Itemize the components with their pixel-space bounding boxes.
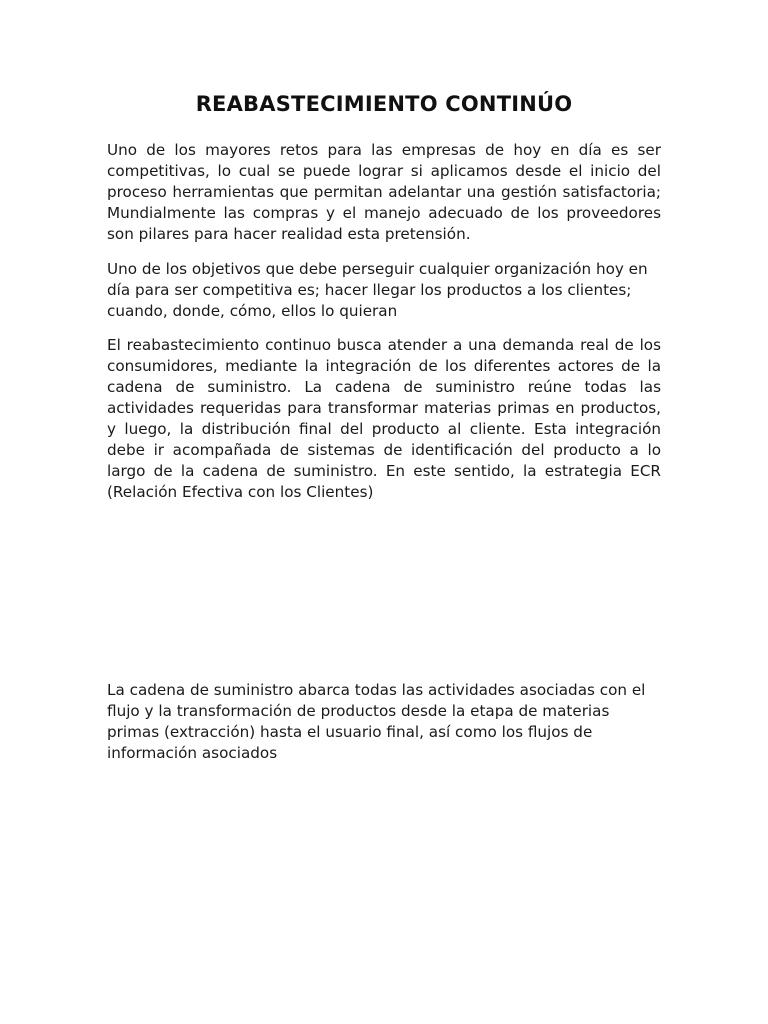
document-page [107,90,661,764]
paragraph-objectives: Uno de los objetivos que debe perseguir cualquier organización hoy en día para ser competitiva es; hacer llegar los productos a los clientes; cuando, donde, cómo, ellos lo quieran [107,260,648,320]
blank-space [107,503,661,680]
paragraph-continuous-replenishment: El reabastecimiento continuo busca atender a una demanda real de los consumidores, mediante la integración de los diferentes actores de la cadena de suministro. La cadena de suministro reúne todas las actividades requeridas para transformar materias primas en productos, y luego, la distribución final del producto al cliente. Esta integración debe ir acompañada de sistemas de identificación del producto a lo largo de la cadena de suministro. En este sentido, la estrategia ECR (Relación Efectiva con los Clientes) [107,336,661,501]
document-title: REABASTECIMIENTO CONTINÚO [195,92,573,116]
paragraph-supply-chain: La cadena de suministro abarca todas las actividades asociadas con el flujo y la transformación de productos desde la etapa de materias primas (extracción) hasta el usuario final, así como los flujos de información asociados [107,681,646,762]
paragraph-intro: Uno de los mayores retos para las empresas de hoy en día es ser competitivas, lo cual se puede lograr si aplicamos desde el inicio del proceso herramientas que permitan adelantar una gestión satisfactoria; Mundialmente las compras y el manejo adecuado de los proveedores son pilares para hacer realidad esta pretensión. [107,141,661,243]
